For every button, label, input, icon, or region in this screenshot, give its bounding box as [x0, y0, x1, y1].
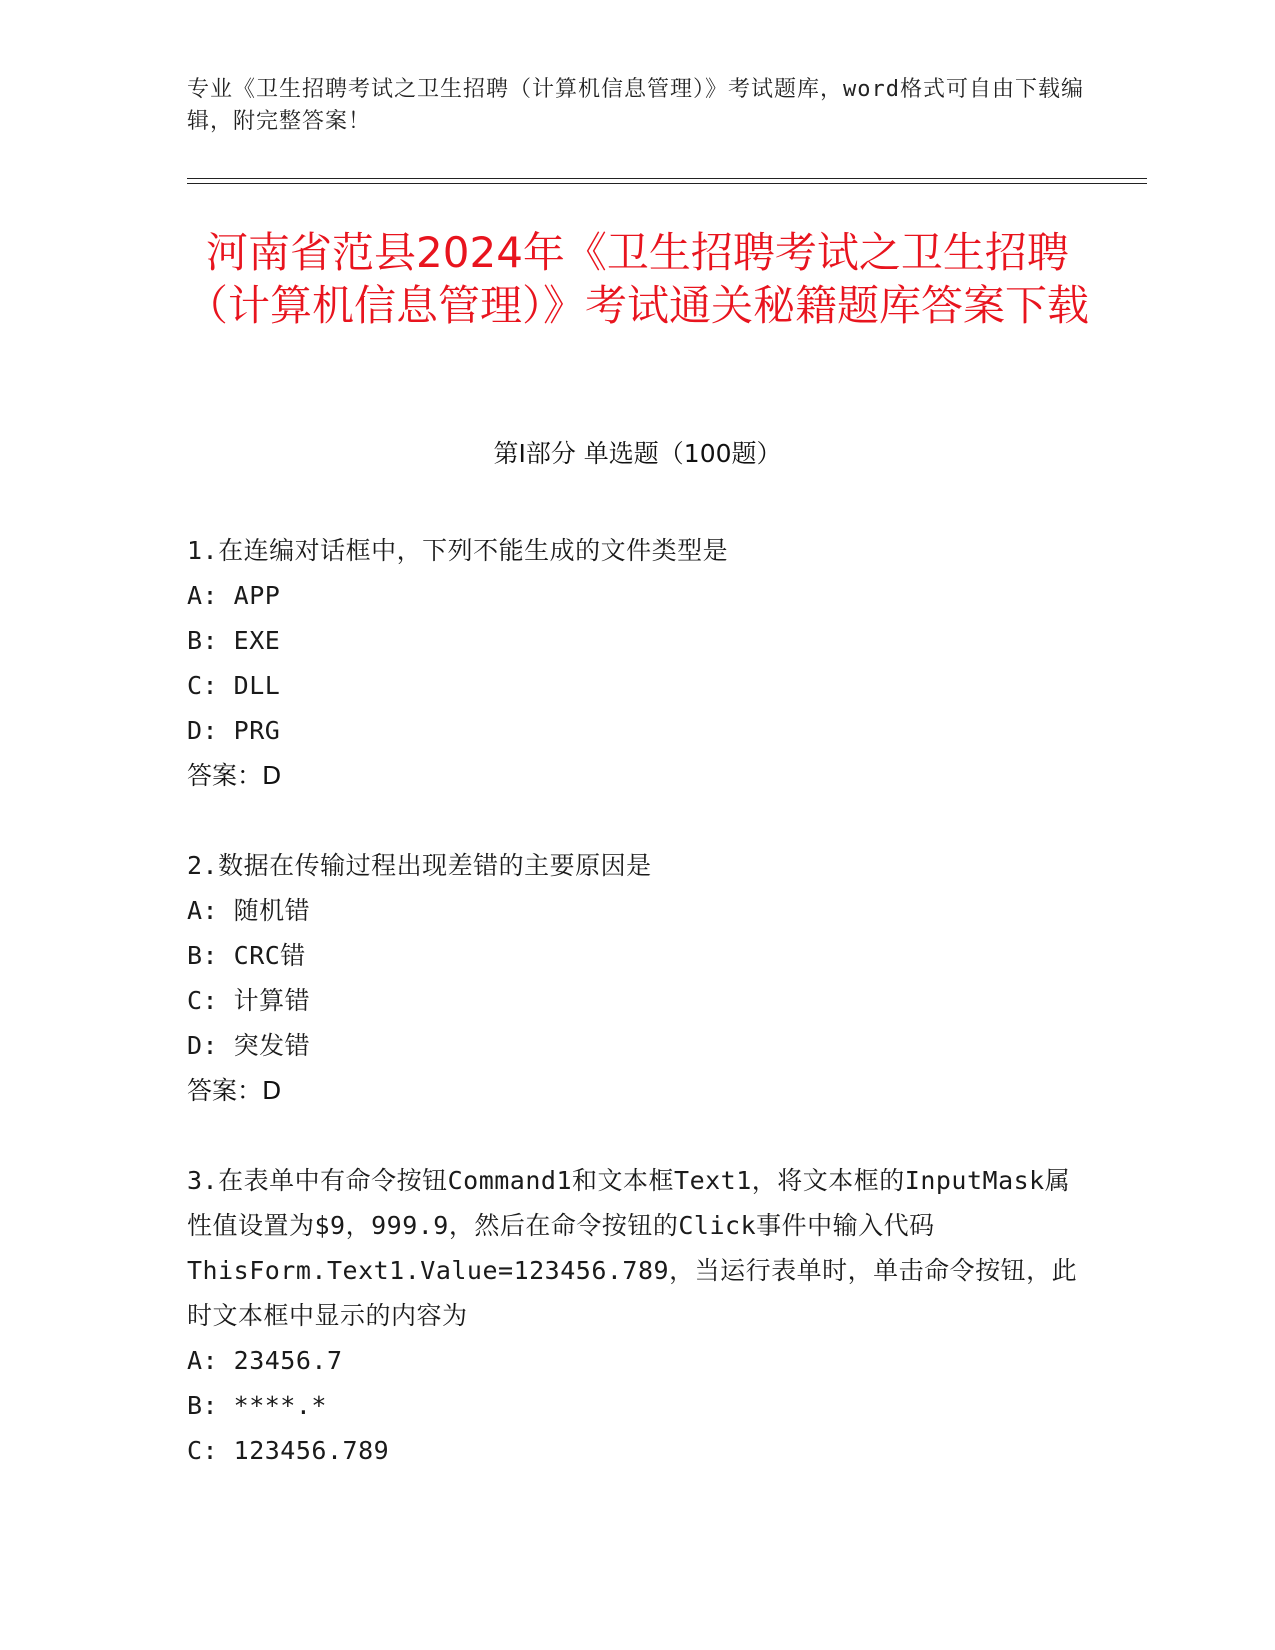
header-divider-top	[187, 178, 1147, 179]
option-d: D: 突发错	[187, 1031, 311, 1060]
section-heading: 第Ⅰ部分 单选题（100题）	[493, 439, 782, 468]
header-divider-bottom	[187, 183, 1147, 184]
answer-line: 答案：D	[187, 1076, 282, 1105]
option-a: A: APP	[187, 581, 281, 610]
option-c: C: 123456.789	[187, 1436, 390, 1465]
question-3	[187, 1158, 1087, 1473]
answer-line: 答案：D	[187, 761, 282, 790]
option-b: B: CRC错	[187, 941, 306, 970]
option-a: A: 随机错	[187, 896, 311, 925]
option-c: C: DLL	[187, 671, 281, 700]
option-c: C: 计算错	[187, 986, 311, 1015]
option-a: A: 23456.7	[187, 1346, 343, 1375]
question-list	[187, 528, 1087, 1518]
question-text: 1.在连编对话框中，下列不能生成的文件类型是	[187, 536, 729, 565]
question-text: 3.在表单中有命令按钮Command1和文本框Text1，将文本框的InputMask属性值设置为$9，999.9，然后在命令按钮的Click事件中输入代码ThisForm.Text1.Value=123456.789，当运行表单时，单击命令按钮，此时文本框中显示的内容为	[187, 1166, 1078, 1330]
option-d: D: PRG	[187, 716, 281, 745]
option-b: B: ****.*	[187, 1391, 327, 1420]
question-1	[187, 528, 1087, 798]
option-b: B: EXE	[187, 626, 281, 655]
document-title: 河南省范县2024年《卫生招聘考试之卫生招聘（计算机信息管理）》考试通关秘籍题库答案下载	[185, 228, 1089, 330]
question-text: 2.数据在传输过程出现差错的主要原因是	[187, 851, 652, 880]
question-2	[187, 843, 1087, 1113]
document-header-note: 专业《卫生招聘考试之卫生招聘（计算机信息管理）》考试题库，word格式可自由下载编辑，附完整答案！	[187, 77, 1084, 134]
